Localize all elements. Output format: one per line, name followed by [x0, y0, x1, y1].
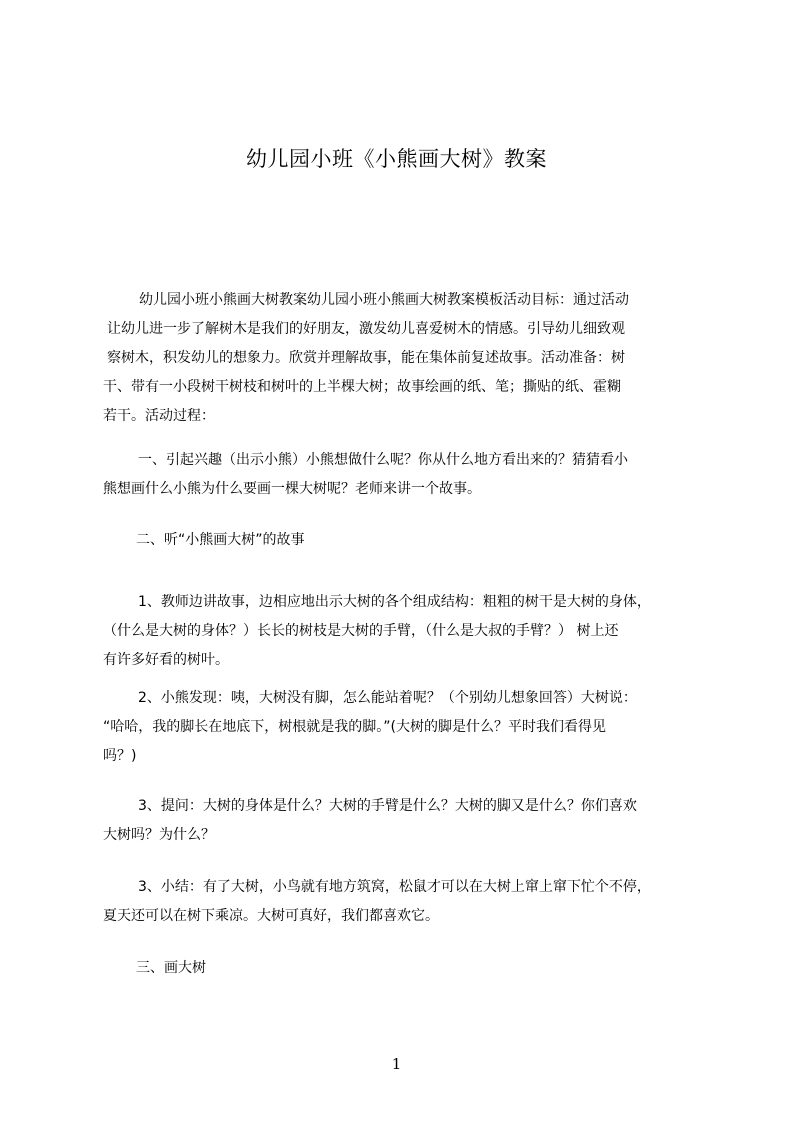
- text-line: 3、提问：大树的身体是什么？大树的手臂是什么？大树的脚又是什么？你们喜欢: [138, 798, 637, 814]
- text-line: 一、引起兴趣（出示小熊）小熊想做什么呢？你从什么地方看出来的？猜猜看小: [138, 452, 628, 468]
- text-line: 干、带有一小段树干树枝和树叶的上半棵大树；故事绘画的纸、笔；撕贴的纸、霍糊: [103, 379, 621, 395]
- text-line: 2、小熊发现：咦，大树没有脚，怎么能站着呢？（个别幼儿想象回答）大树说：: [138, 690, 637, 706]
- item-2-paragraph: [103, 684, 703, 771]
- text-line: 有许多好看的树叶。: [103, 652, 229, 668]
- text-line: 大树吗？为什么？: [103, 827, 215, 843]
- item-1-paragraph: [103, 588, 703, 675]
- document-title: 幼儿园小班《小熊画大树》教案: [246, 147, 547, 171]
- text-line: 3、小结：有了大树，小鸟就有地方筑窝，松鼠才可以在大树上窜上窜下忙个不停，: [138, 879, 651, 895]
- text-line: 察树木，积发幼儿的想象力。欣赏并理解故事，能在集体前复述故事。活动准备：树: [107, 350, 625, 366]
- section-1-paragraph: [103, 446, 703, 504]
- text-line: 夏天还可以在树下乘凉。大树可真好，我们都喜欢它。: [103, 908, 439, 924]
- page-number: 1: [391, 1055, 402, 1073]
- item-3-paragraph: [103, 792, 703, 850]
- text-line: 若干。活动过程：: [103, 408, 215, 424]
- text-line: 熊想画什么小熊为什么要画一棵大树呢？老师来讲一个故事。: [103, 481, 481, 497]
- text-line: 让幼儿进一步了解树木是我们的好朋友，激发幼儿喜爱树木的情感。引导幼儿细致观: [107, 321, 625, 337]
- text-line: 1、教师边讲故事，边相应地出示大树的各个组成结构：粗粗的树干是大树的身体，: [138, 594, 651, 610]
- item-4-paragraph: [103, 873, 703, 931]
- text-line: 吗？): [103, 748, 137, 764]
- section-2-heading: 二、听“小熊画大树”的故事: [136, 532, 305, 548]
- text-line: （什么是大树的身体？）长长的树枝是大树的手臂，（什么是大叔的手臂？） 树上还: [103, 623, 619, 639]
- text-line: “哈哈，我的脚长在地底下，树根就是我的脚。”(大树的脚是什么？平时我们看得见: [103, 719, 606, 735]
- text-line: 幼儿园小班小熊画大树教案幼儿园小班小熊画大树教案模板活动目标：通过活动: [139, 292, 629, 308]
- intro-paragraph: [103, 286, 703, 431]
- section-3-heading: 三、画大树: [136, 960, 206, 976]
